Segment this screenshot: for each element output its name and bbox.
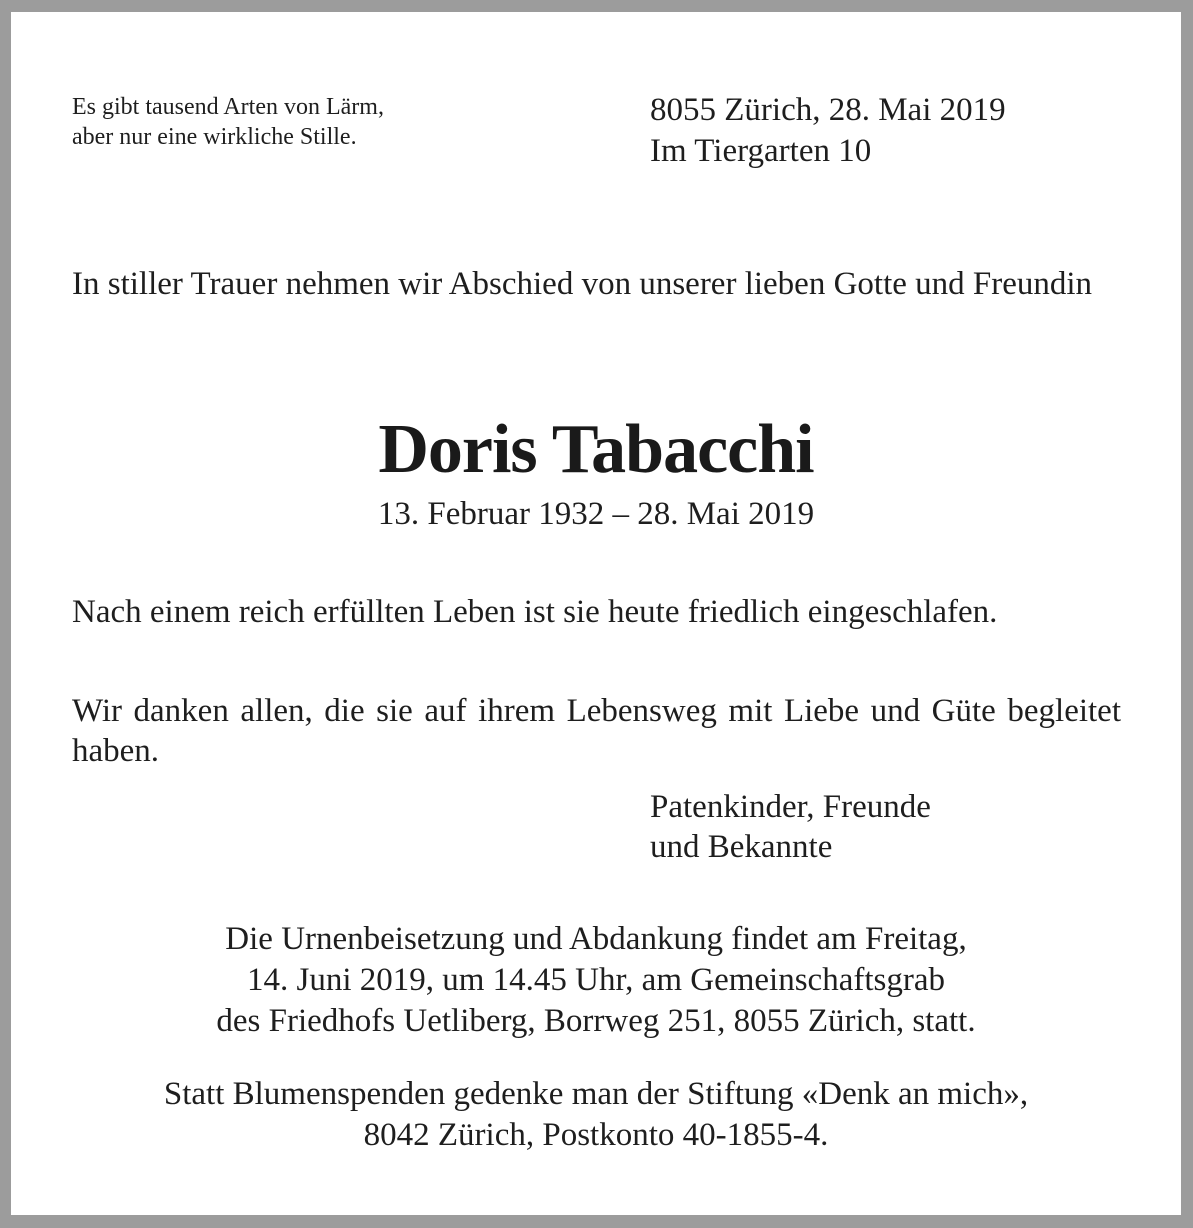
place-date-line: 8055 Zürich, 28. Mai 2019 [650,92,1006,128]
donation-notice [11,1074,1181,1156]
signers-line: und Bekannte [650,829,833,865]
donation-line: Statt Blumenspenden gedenke man der Stiftung «Denk an mich», [163,1076,1029,1112]
obituary-card [11,12,1181,1215]
motto-line: aber nur eine wirkliche Stille. [72,124,357,150]
motto-line: Es gibt tausend Arten von Lärm, [72,94,384,120]
ceremony-line: Die Urnenbeisetzung und Abdankung findet am Freitag, [225,921,967,957]
ceremony-notice [11,919,1181,1042]
address-line: Im Tiergarten 10 [650,133,872,169]
signers [650,787,931,867]
place-and-date [650,90,1006,172]
ceremony-line: 14. Juni 2019, um 14.45 Uhr, am Gemeinschaftsgrab [247,962,945,998]
ceremony-line: des Friedhofs Uetliberg, Borrweg 251, 8055 Zürich, statt. [216,1003,976,1039]
life-dates: 13. Februar 1932 – 28. Mai 2019 [377,496,815,532]
donation-line: 8042 Zürich, Postkonto 40-1855-4. [363,1117,829,1153]
paragraph-passing: Nach einem reich erfüllten Leben ist sie heute friedlich eingeschlafen. [72,594,998,630]
deceased-name: Doris Tabacchi [378,411,814,488]
paragraph-thanks: Wir danken allen, die sie auf ihrem Lebensweg mit Liebe und Güte begleitet haben. [72,693,1121,769]
motto-quote [72,92,384,152]
intro-text: In stiller Trauer nehmen wir Abschied von unserer lieben Gotte und Freundin [72,266,1093,302]
signers-line: Patenkinder, Freunde [650,789,931,825]
